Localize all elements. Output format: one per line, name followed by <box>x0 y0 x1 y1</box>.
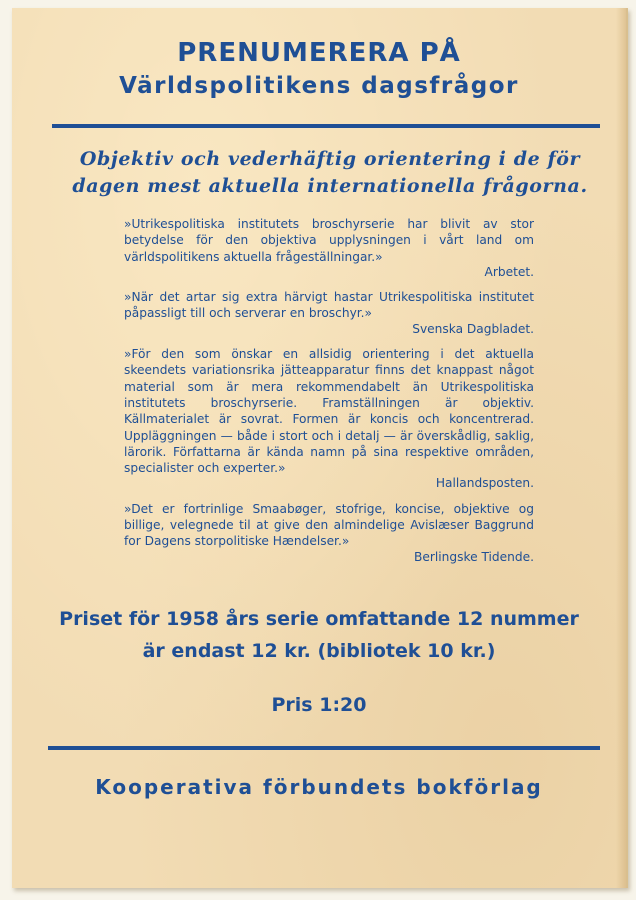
subscription-price-line-1: Priset för 1958 års serie omfattande 12 nummer <box>59 608 579 630</box>
subscription-price-line-2: är endast 12 kr. (bibliotek 10 kr.) <box>142 640 496 662</box>
page-edge-shading <box>616 8 626 888</box>
quote-text: »För den som önskar en allsidig orientering i det aktuella skeendets variationsrika jätteapparatur finns det knappast något material som är mera rekommendabelt än Utrikespolitiska institutets broschyrserie. Framställningen är objektiv. Källmaterialet är sovrat. Formen är koncis och koncentrerad. Uppläggningen — både i stort och i detalj — är överskådlig, saklig, lärorik. Författarna är kända namn på sina respektive områden, specialister och experter.» <box>124 347 534 476</box>
quote-text: »Det er fortrinlige Smaabøger, stofrige, koncise, objektive og billige, velegnede til at give den almindelige Avislæser Baggrund for Dagens storpolitiske Hændelser.» <box>124 501 534 549</box>
header-title-line-2: Världspolitikens dagsfrågor <box>119 73 519 99</box>
quote-svenska-dagbladet <box>124 289 534 337</box>
quote-arbetet <box>124 216 534 280</box>
booklet-back-cover <box>12 8 628 888</box>
header-title-line-1: PRENUMERERA PÅ <box>177 38 461 68</box>
quote-berlingske-tidende <box>124 501 534 565</box>
bottom-divider-rule <box>48 746 600 750</box>
quote-source: Hallandsposten. <box>435 476 534 491</box>
tagline: Objektiv och vederhäftig orientering i de för dagen mest aktuella internationella frågorna. <box>72 148 588 197</box>
quote-text: »Utrikespolitiska institutets broschyrserie har blivit av stor betydelse för den objektiva upplysningen i vårt land om världspolitikens aktuella frågeställningar.» <box>124 217 534 264</box>
top-divider-rule <box>52 124 600 128</box>
quote-text: »När det artar sig extra härvigt hastar Utrikespolitiska institutet påpassligt till och serverar en broschyr.» <box>124 290 534 321</box>
quote-source: Svenska Dagbladet. <box>412 321 534 336</box>
single-issue-price: Pris 1:20 <box>271 694 367 716</box>
publisher-name: Kooperativa förbundets bokförlag <box>95 775 543 799</box>
quote-hallandsposten <box>124 346 534 492</box>
quote-source: Arbetet. <box>484 264 534 279</box>
quote-source: Berlingske Tidende. <box>414 549 534 564</box>
press-quotes <box>124 216 534 574</box>
